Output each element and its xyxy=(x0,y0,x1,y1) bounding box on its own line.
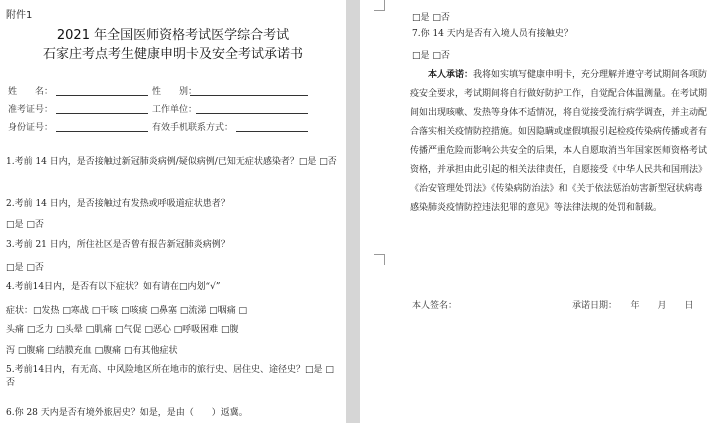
phone-field-label: 有效手机联系方式： xyxy=(152,123,234,133)
question-7-options: □是 □否 xyxy=(412,51,450,61)
document-page-right xyxy=(360,0,717,423)
attachment-label: 附件1 xyxy=(6,10,33,21)
commitment-label: 本人承诺： xyxy=(428,70,474,80)
commitment-paragraph xyxy=(410,66,710,218)
question-3: 3.考前 21 日内，所住社区是否曾有报告新冠肺炎病例？ xyxy=(6,240,230,250)
id-number-field-label: 身份证号： xyxy=(8,123,54,133)
date-label: 承诺日期： 年 月 日 xyxy=(572,301,694,311)
question-4-symptoms-line3: 泻 □腹痛 □结膜充血 □腹痛 □有其他症状 xyxy=(6,346,178,356)
question-4: 4.考前14日内，是否有以下症状？如有请在□内划“√” xyxy=(6,282,221,292)
signature-label: 本人签名： xyxy=(412,301,458,311)
gender-field-label: 性 别： xyxy=(152,87,198,97)
question-1: 1.考前 14 日内，是否接触过新冠肺炎病例/疑似病例/已知无症状感染者？□是 □否 xyxy=(6,157,337,167)
document-title-line2: 石家庄考点考生健康申明卡及安全考试承诺书 xyxy=(42,47,303,62)
question-6: 6.你 28 天内是否有境外旅居史？如是，是由（ ）返冀。 xyxy=(6,408,248,418)
exam-id-field-line xyxy=(56,113,148,114)
document-page-left xyxy=(0,0,346,423)
question-2: 2.考前 14 日内，是否接触过有发热或呼吸道症状患者？ xyxy=(6,199,230,209)
commitment-text: 我将如实填写健康申明卡，充分理解并遵守考试期间各项防疫安全要求，考试期间将自行做好防护工作，自觉配合体温测量。在考试期间如出现咳嗽、发热等身体不适情况，将自觉接受流行病学调查，并主动配合落实相关疫情防控措施。如因隐瞒或虚假填报引起检疫传染病传播或者有传播严重危险而影响公共安全的后果，本人自愿取消当年国家医师资格考试资格，并承担由此引起的相关法律责任，自愿接受《中华人民共和国刑法》《治安管理处罚法》《传染病防治法》和《关于依法惩治妨害新型冠状病毒感染肺炎疫情防控违法犯罪的意见》等法律法规的处罚和制裁。 xyxy=(410,70,708,213)
question-5: 5.考前14日内，有无高、中风险地区所在地市的旅行史、居住史、途径史？□是 □否 xyxy=(6,365,334,388)
name-field-line xyxy=(56,95,148,96)
exam-id-field-label: 准考证号： xyxy=(8,105,54,115)
phone-field-line xyxy=(236,131,308,132)
name-field-label: 姓 名： xyxy=(8,87,54,97)
question-6-options: □是 □否 xyxy=(412,13,450,23)
work-unit-field-line xyxy=(196,113,308,114)
work-unit-field-label: 工作单位： xyxy=(152,105,198,115)
question-4-symptoms-line1: 症状：□发热 □寒战 □干咳 □咳痰 □鼻塞 □流涕 □咽痛 □ xyxy=(6,306,248,316)
question-7: 7.你 14 天内是否有入境人员有接触史？ xyxy=(412,29,573,39)
question-3-options: □是 □否 xyxy=(6,263,44,273)
id-number-field-line xyxy=(56,131,148,132)
page-corner-mark xyxy=(374,254,385,265)
document-title-line1: 2021 年全国医师资格考试医学综合考试 xyxy=(56,28,290,43)
question-2-options: □是 □否 xyxy=(6,220,44,230)
page-corner-mark xyxy=(374,0,385,11)
question-4-symptoms-line2: 头痛 □乏力 □头晕 □肌痛 □气促 □恶心 □呼吸困难 □腹 xyxy=(6,325,239,335)
gender-field-line xyxy=(190,95,308,96)
